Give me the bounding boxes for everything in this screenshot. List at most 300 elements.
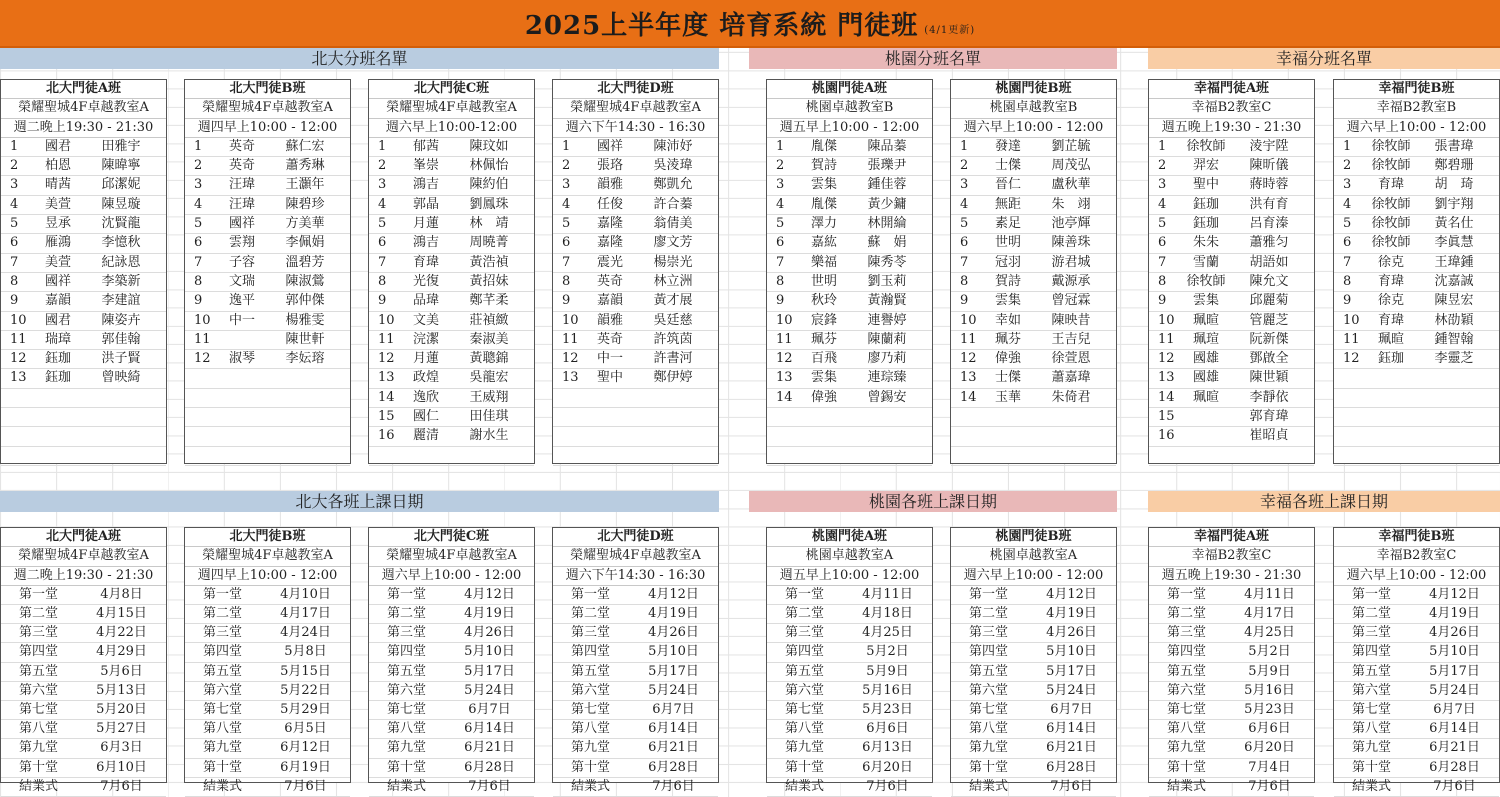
session-date: 5月16日 [862,682,913,698]
class-location: 榮耀聖城4F卓越教室A [1,547,166,566]
mentor-name: 品瑋 [412,293,439,309]
member-row [1,447,166,466]
session-row [369,778,534,797]
session-label: 結業式 [1167,778,1207,794]
session-row [767,759,932,778]
student-name: 郭佳翰 [101,331,141,347]
member-number: 12 [776,351,793,367]
member-number: 6 [378,235,387,251]
member-row [951,447,1116,466]
session-row [553,759,718,778]
session-row [951,739,1116,758]
session-row [369,624,534,643]
student-name: 李建誼 [101,293,141,309]
page-title-bar [0,0,1500,48]
member-row [1149,427,1314,446]
session-row [1149,739,1314,758]
student-name: 胡語如 [1249,254,1289,270]
session-date: 6月21日 [648,740,699,756]
session-row [1,701,166,720]
member-row [1334,157,1499,176]
member-number: 1 [10,138,19,154]
roster-table [1333,79,1500,464]
page-title: 2025上半年度 培育系統 門徒班 [524,10,919,41]
student-name: 蘇 娟 [867,235,907,251]
member-number: 2 [10,158,19,174]
member-row [185,196,350,215]
member-row [1334,234,1499,253]
student-name: 阮新傑 [1249,331,1289,347]
class-name: 北大門徒B班 [185,528,350,547]
mentor-name: 雲集 [1192,293,1219,309]
session-label: 第七堂 [571,702,611,718]
session-row [951,778,1116,797]
student-name: 李憶秋 [101,235,141,251]
member-row [369,447,534,466]
student-name: 許書河 [653,351,693,367]
session-label: 第六堂 [969,682,1009,698]
member-number: 11 [10,331,27,347]
mentor-name: 偉強 [994,351,1021,367]
mentor-name: 雁鴻 [44,235,71,251]
session-date: 4月26日 [464,625,515,641]
session-label: 第十堂 [203,759,243,775]
session-row [1334,739,1499,758]
session-date: 4月26日 [1429,625,1480,641]
member-number: 9 [378,293,387,309]
session-label: 第三堂 [1167,625,1207,641]
student-name: 朱 翊 [1051,196,1091,212]
mentor-name: 中一 [596,351,623,367]
student-name: 陳昱璇 [101,196,141,212]
session-label: 第六堂 [785,682,825,698]
session-date: 6月21日 [464,740,515,756]
session-row [1334,624,1499,643]
session-label: 第八堂 [387,721,427,737]
session-label: 第五堂 [387,663,427,679]
member-number: 7 [776,254,785,270]
member-row [1334,215,1499,234]
member-number: 13 [1158,370,1175,386]
mentor-name: 光復 [412,273,439,289]
member-row [1149,389,1314,408]
session-date: 6月10日 [96,759,147,775]
member-row [369,427,534,446]
student-name: 張瓅尹 [867,158,907,174]
member-row [767,157,932,176]
session-row [1149,605,1314,624]
member-row [1334,350,1499,369]
member-number: 10 [776,312,793,328]
class-name: 桃園門徒A班 [767,80,932,99]
session-date: 6月14日 [464,721,515,737]
member-row [1334,254,1499,273]
session-row [1,682,166,701]
member-row [185,331,350,350]
class-name: 北大門徒C班 [369,528,534,547]
session-label: 第十堂 [19,759,59,775]
roster-table [1148,79,1315,464]
mentor-name: 逸欣 [412,389,439,405]
session-label: 第六堂 [571,682,611,698]
member-number: 6 [194,235,203,251]
member-row [1334,331,1499,350]
class-location: 桃園卓越教室B [767,99,932,118]
session-date: 6月7日 [1050,702,1093,718]
member-row [185,273,350,292]
mentor-name: 國君 [44,138,71,154]
student-name: 胡 琦 [1434,177,1474,193]
member-row [767,196,932,215]
mentor-name: 徐克 [1377,254,1404,270]
session-row [185,586,350,605]
session-date: 4月19日 [1046,606,1097,622]
student-name: 李築新 [101,273,141,289]
member-row [553,331,718,350]
session-row [1,663,166,682]
mentor-name: 中一 [228,312,255,328]
session-label: 第三堂 [571,625,611,641]
member-number: 14 [1158,389,1175,405]
student-name: 劉鳳珠 [469,196,509,212]
member-row [185,176,350,195]
member-row [1,138,166,157]
member-number: 13 [562,370,579,386]
member-row [767,234,932,253]
member-number: 2 [1343,158,1352,174]
member-number: 1 [960,138,969,154]
mentor-name: 世明 [810,273,837,289]
member-row [185,138,350,157]
session-label: 第九堂 [1167,740,1207,756]
student-name: 王吉兒 [1051,331,1091,347]
session-date: 4月12日 [1429,586,1480,602]
student-name: 陳允文 [1249,273,1289,289]
member-row [1,389,166,408]
session-date: 4月22日 [96,625,147,641]
mentor-name: 嘉紘 [810,235,837,251]
session-label: 結業式 [203,778,243,794]
session-label: 第八堂 [19,721,59,737]
member-number: 8 [1343,273,1352,289]
member-number: 6 [776,235,785,251]
mentor-name: 國君 [44,312,71,328]
member-row [553,138,718,157]
session-row [1149,624,1314,643]
mentor-name: 瑞璋 [44,331,71,347]
member-number: 16 [1158,428,1175,444]
mentor-name: 國雄 [1192,370,1219,386]
member-row [767,292,932,311]
mentor-name: 無距 [994,196,1021,212]
mentor-name: 鈺珈 [44,370,71,386]
member-number: 7 [1158,254,1167,270]
member-row [1149,447,1314,466]
member-row [1149,196,1314,215]
student-name: 黃才展 [653,293,693,309]
session-date: 4月25日 [1244,625,1295,641]
member-row [767,215,932,234]
session-label: 第二堂 [571,606,611,622]
session-row [185,605,350,624]
mentor-name: 雲集 [994,293,1021,309]
student-name: 戴源承 [1051,273,1091,289]
member-number: 11 [378,331,395,347]
mentor-name: 徐牧師 [1371,158,1411,174]
mentor-name: 珮芬 [994,331,1021,347]
member-row [553,389,718,408]
session-date: 6月14日 [648,721,699,737]
member-row [1,176,166,195]
member-number: 9 [1158,293,1167,309]
session-row [1334,701,1499,720]
member-row [369,312,534,331]
member-number: 12 [10,351,27,367]
class-name: 北大門徒D班 [553,80,718,99]
session-row [1334,663,1499,682]
session-row [1334,682,1499,701]
student-name: 林劭穎 [1434,312,1474,328]
session-label: 第十堂 [571,759,611,775]
section-header-roster-beida: 北大分班名單 [0,48,719,69]
mentor-name: 珮暄 [1377,331,1404,347]
session-date: 5月10日 [1046,644,1097,660]
session-row [1334,605,1499,624]
student-name: 陳世軒 [285,331,325,347]
member-number: 11 [960,331,977,347]
mentor-name: 鈺珈 [1192,216,1219,232]
member-number: 12 [960,351,977,367]
session-label: 第九堂 [387,740,427,756]
session-row [553,720,718,739]
session-date: 4月24日 [280,625,331,641]
session-row [951,643,1116,662]
member-number: 11 [562,331,579,347]
member-number: 8 [1158,273,1167,289]
member-row [185,292,350,311]
mentor-name: 月蓮 [412,351,439,367]
mentor-name: 冠羽 [994,254,1021,270]
member-row [951,234,1116,253]
session-label: 第十堂 [387,759,427,775]
member-number: 13 [960,370,977,386]
session-row [951,605,1116,624]
session-label: 第九堂 [1352,740,1392,756]
mentor-name: 珮暄 [1192,312,1219,328]
session-label: 第二堂 [203,606,243,622]
member-row [1149,176,1314,195]
session-date: 5月10日 [1429,644,1480,660]
session-date: 7月6日 [652,778,695,794]
class-time: 週四早上10:00 - 12:00 [185,567,350,586]
student-name: 劉玉莉 [867,273,907,289]
member-number: 4 [10,196,19,212]
session-label: 第二堂 [1352,606,1392,622]
section-header-schedule-xingfu: 幸福各班上課日期 [1148,491,1500,512]
session-label: 第三堂 [969,625,1009,641]
session-row [767,720,932,739]
class-time: 週六下午14:30 - 16:30 [553,567,718,586]
student-name: 鄭芊柔 [469,293,509,309]
session-row [1149,586,1314,605]
mentor-name: 雪蘭 [1192,254,1219,270]
student-name: 方美華 [285,216,325,232]
mentor-name: 嘉韻 [596,293,623,309]
member-row [553,312,718,331]
class-location: 幸福B2教室C [1334,547,1499,566]
student-name: 陳品蓁 [867,138,907,154]
student-name: 黃招妹 [469,273,509,289]
session-label: 第四堂 [387,644,427,660]
member-row [767,273,932,292]
session-label: 第三堂 [785,625,825,641]
member-number: 5 [960,216,969,232]
member-number: 9 [1343,293,1352,309]
mentor-name: 晉仁 [994,177,1021,193]
class-location: 榮耀聖城4F卓越教室A [1,99,166,118]
student-name: 田雅宇 [101,138,141,154]
session-date: 5月20日 [96,702,147,718]
member-number: 9 [960,293,969,309]
session-date: 6月28日 [648,759,699,775]
member-number: 1 [378,138,387,154]
member-row [1,350,166,369]
class-name: 北大門徒B班 [185,80,350,99]
session-label: 第一堂 [1167,586,1207,602]
session-label: 第五堂 [969,663,1009,679]
session-row [1334,778,1499,797]
student-name: 吳廷慈 [653,312,693,328]
class-location: 榮耀聖城4F卓越教室A [369,99,534,118]
member-row [767,176,932,195]
member-number: 5 [776,216,785,232]
member-number: 4 [562,196,571,212]
student-name: 管麗芝 [1249,312,1289,328]
member-row [1,312,166,331]
member-row [369,176,534,195]
member-row [951,215,1116,234]
member-row [553,234,718,253]
student-name: 黃少鏞 [867,196,907,212]
student-name: 吳淩瑋 [653,158,693,174]
session-row [553,643,718,662]
session-row [767,739,932,758]
session-label: 結業式 [1352,778,1392,794]
session-date: 6月5日 [284,721,327,737]
member-row [1,408,166,427]
session-date: 4月18日 [862,606,913,622]
session-row [1,586,166,605]
session-label: 第十堂 [1167,759,1207,775]
class-name: 桃園門徒B班 [951,80,1116,99]
member-row [951,408,1116,427]
student-name: 廖乃莉 [867,351,907,367]
member-number: 12 [1158,351,1175,367]
student-name: 陳世穎 [1249,370,1289,386]
member-row [369,389,534,408]
member-row [1149,157,1314,176]
mentor-name: 張珞 [596,158,623,174]
member-row [951,369,1116,388]
session-row [767,663,932,682]
session-label: 第四堂 [785,644,825,660]
member-number: 14 [776,389,793,405]
session-date: 5月9日 [866,663,909,679]
session-row [185,759,350,778]
member-row [1149,234,1314,253]
session-label: 第五堂 [785,663,825,679]
member-number: 11 [1158,331,1175,347]
member-number: 5 [562,216,571,232]
student-name: 黃名仕 [1434,216,1474,232]
member-number: 3 [1158,177,1167,193]
member-number: 12 [562,351,579,367]
member-number: 6 [1158,235,1167,251]
member-number: 1 [562,138,571,154]
student-name: 田佳琪 [469,409,509,425]
session-row [1334,720,1499,739]
member-number: 4 [378,196,387,212]
member-row [369,196,534,215]
mentor-name: 雲翔 [228,235,255,251]
class-location: 桃園卓越教室A [767,547,932,566]
member-row [553,196,718,215]
student-name: 許合蓁 [653,196,693,212]
student-name: 陳善珠 [1051,235,1091,251]
member-number: 5 [1158,216,1167,232]
member-number: 7 [960,254,969,270]
class-name: 桃園門徒A班 [767,528,932,547]
member-row [1149,312,1314,331]
session-row [369,720,534,739]
session-row [767,701,932,720]
student-name: 淩宇陞 [1249,138,1289,154]
member-number: 10 [378,312,395,328]
member-row [767,408,932,427]
member-number: 12 [1343,351,1360,367]
mentor-name: 徐牧師 [1371,216,1411,232]
session-label: 第六堂 [1352,682,1392,698]
mentor-name: 月蓮 [412,216,439,232]
session-label: 第九堂 [19,740,59,756]
mentor-name: 聖中 [1192,177,1219,193]
session-date: 6月20日 [862,759,913,775]
member-number: 2 [378,158,387,174]
session-date: 7月4日 [1248,759,1291,775]
session-label: 第七堂 [203,702,243,718]
member-row [553,273,718,292]
mentor-name: 文美 [412,312,439,328]
member-number: 3 [562,177,571,193]
member-row [553,350,718,369]
mentor-name: 珮瑄 [1192,331,1219,347]
member-row [185,447,350,466]
student-name: 溫碧芳 [285,254,325,270]
member-row [1334,427,1499,446]
session-label: 第一堂 [203,586,243,602]
member-number: 7 [10,254,19,270]
session-date: 6月7日 [1433,702,1476,718]
student-name: 崔昭貞 [1249,428,1289,444]
class-location: 幸福B2教室B [1334,99,1499,118]
member-number: 15 [378,409,395,425]
member-number: 8 [10,273,19,289]
session-row [1334,759,1499,778]
session-date: 6月6日 [1248,721,1291,737]
session-label: 第三堂 [1352,625,1392,641]
session-label: 第八堂 [785,721,825,737]
session-row [951,701,1116,720]
